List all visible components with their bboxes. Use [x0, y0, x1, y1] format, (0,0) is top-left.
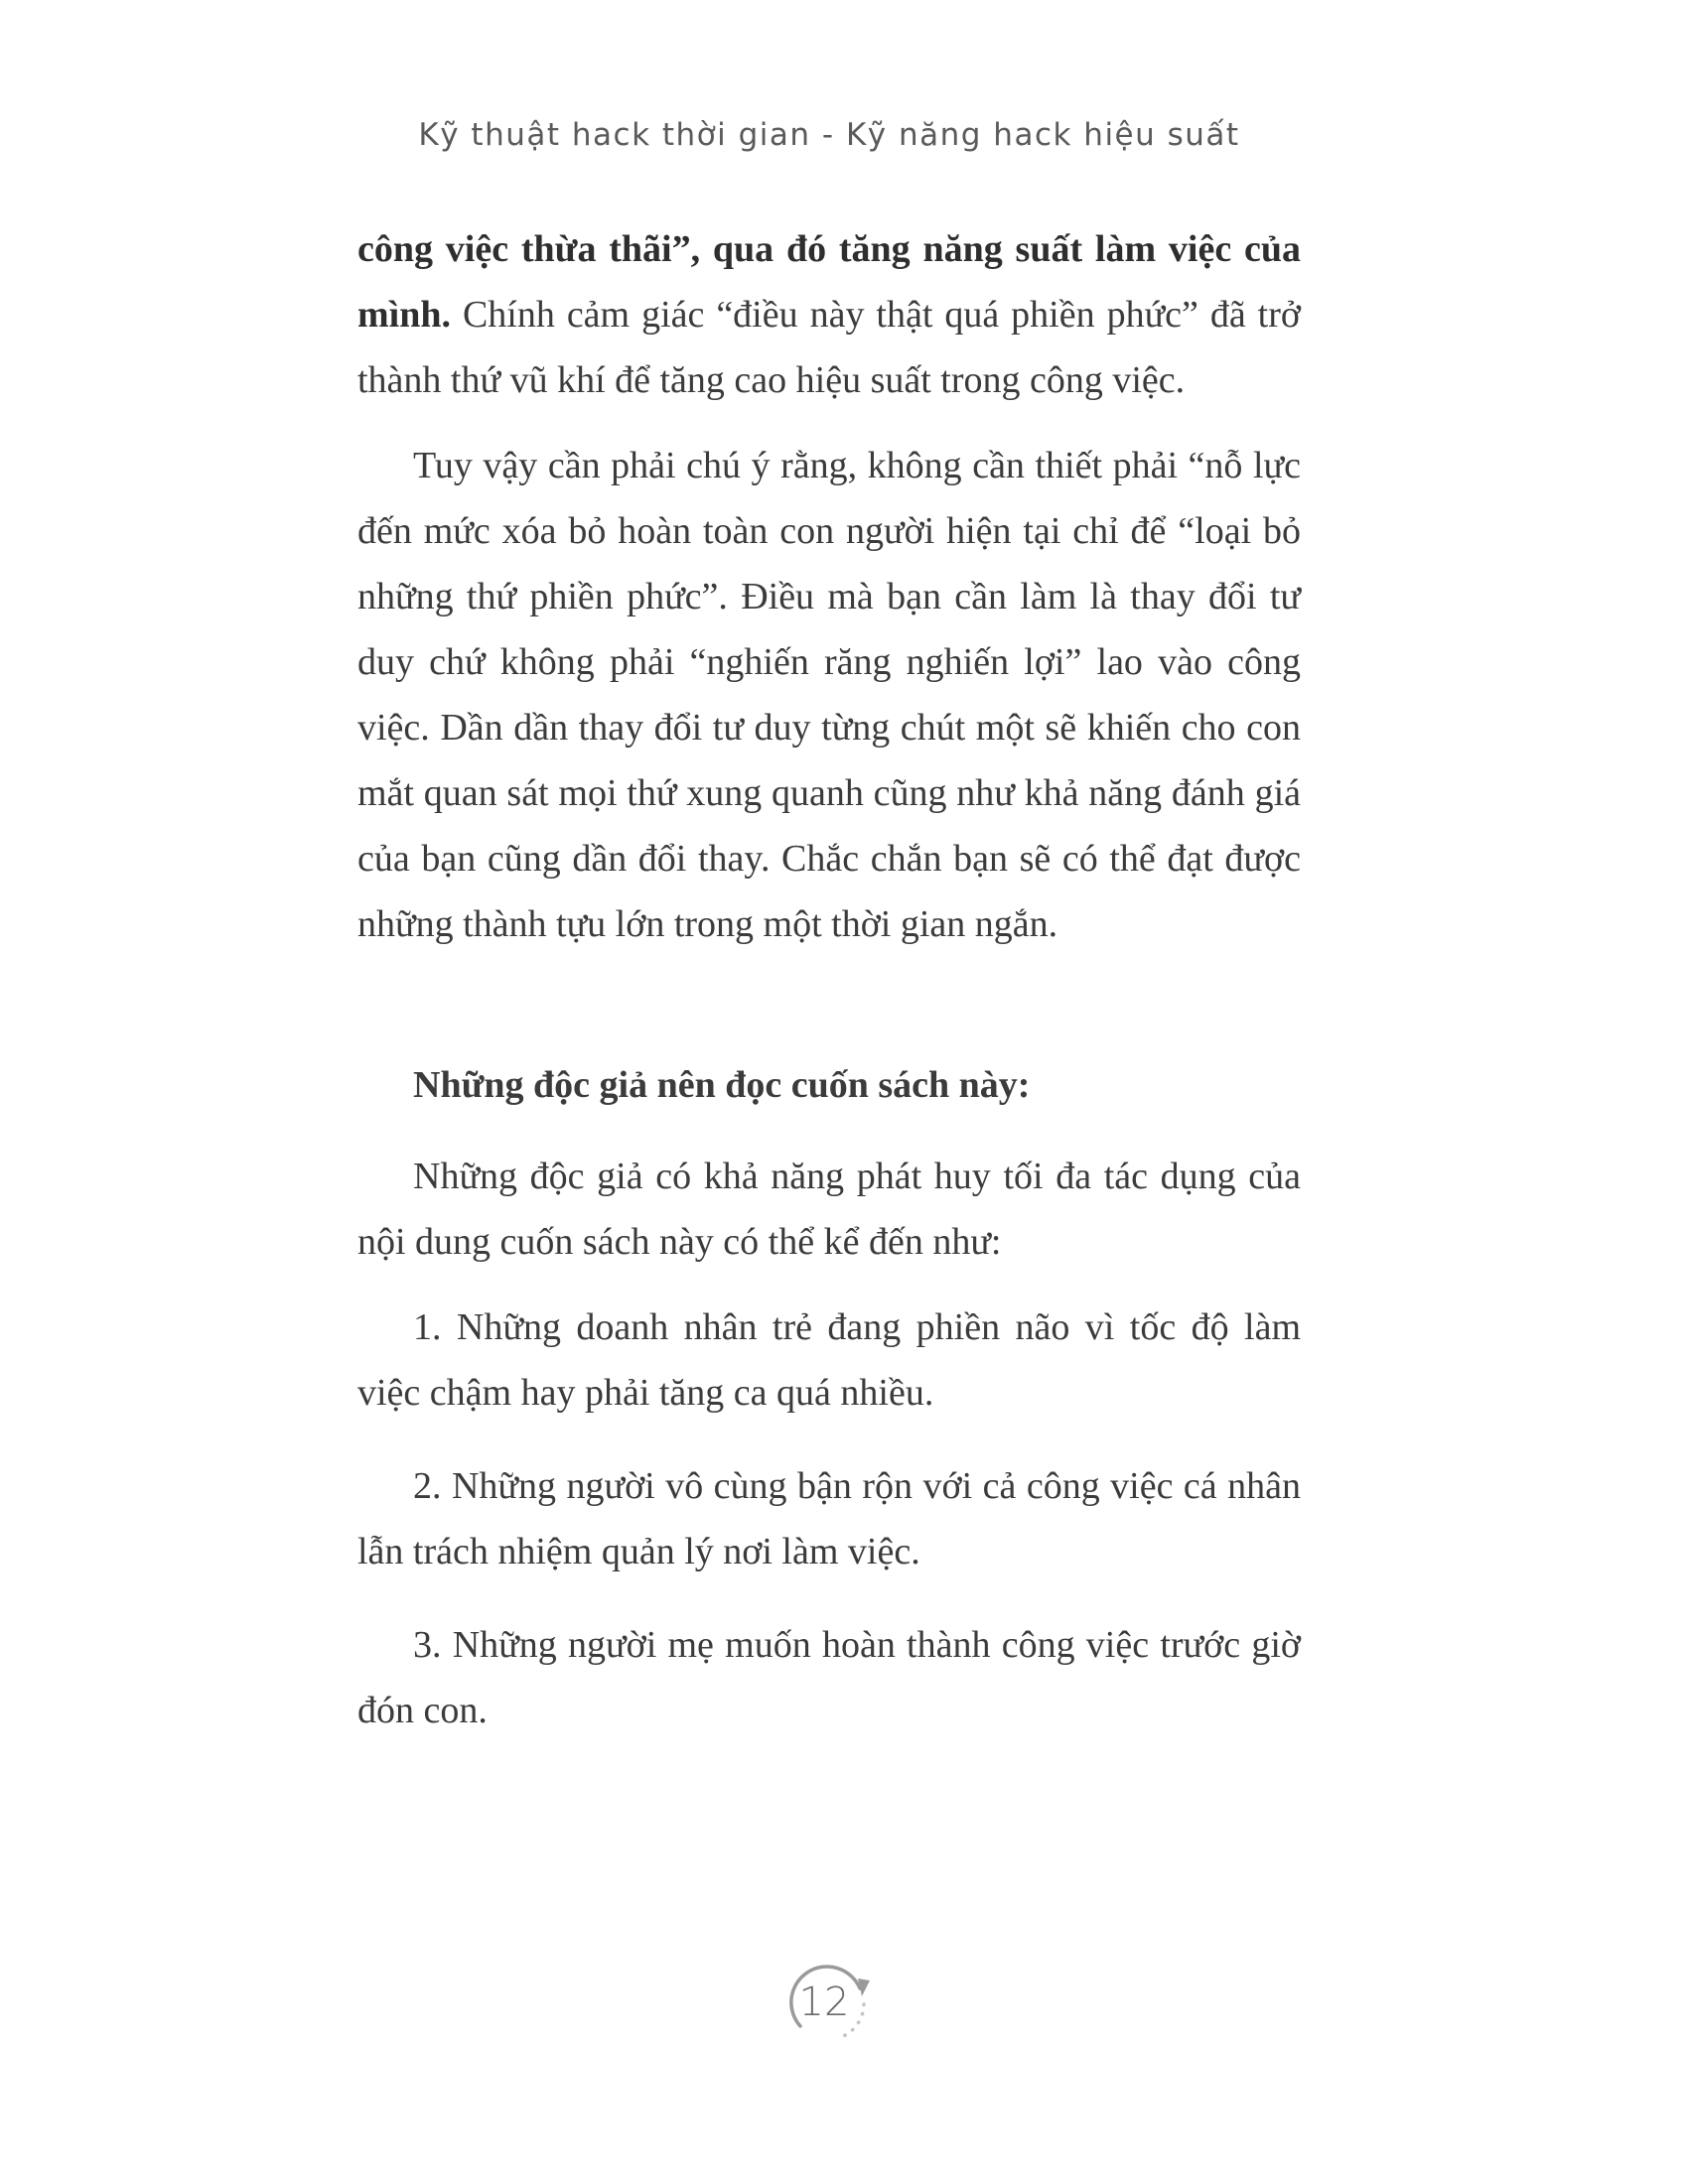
- running-header: Kỹ thuật hack thời gian - Kỹ năng hack hiệu suất: [418, 117, 1240, 153]
- paragraph-bold-lead: công việc thừa thãi”, qua đó tăng năng suất làm việc của mình.: [357, 228, 1301, 336]
- paragraph-rest: Chính cảm giác “điều này thật quá phiền phức” đã trở thành thứ vũ khí để tăng cao hiệu suất trong công việc.: [357, 294, 1301, 401]
- paragraph-advice: Tuy vậy cần phải chú ý rằng, không cần thiết phải “nỗ lực đến mức xóa bỏ hoàn toàn con người hiện tại chỉ để “loại bỏ những thứ phiền phức”. Điều mà bạn cần làm là thay đổi tư duy chứ không phải “nghiến răng nghiến lợi” lao vào công việc. Dần dần thay đổi tư duy từng chút một sẽ khiến cho con mắt quan sát mọi thứ xung quanh cũng như khả năng đánh giá của bạn cũng dần đổi thay. Chắc chắn bạn sẽ có thể đạt được những thành tựu lớn trong một thời gian ngắn.: [357, 445, 1301, 945]
- paragraph-readers-intro: Những độc giả có khả năng phát huy tối đa tác dụng của nội dung cuốn sách này có thể kể đến như:: [357, 1156, 1301, 1263]
- page-content: [357, 216, 1301, 1771]
- list-item-2: 2. Những người vô cùng bận rộn với cả công việc cá nhân lẫn trách nhiệm quản lý nơi làm việc.: [357, 1465, 1301, 1572]
- list-item-3: 3. Những người mẹ muốn hoàn thành công việc trước giờ đón con.: [357, 1624, 1301, 1731]
- page-footer: [357, 1951, 1301, 2060]
- list-item-1: 1. Những doanh nhân trẻ đang phiền não vì tốc độ làm việc chậm hay phải tăng ca quá nhiều.: [357, 1306, 1301, 1414]
- paragraph-continued: [357, 216, 1301, 413]
- section-heading: Những độc giả nên đọc cuốn sách này:: [413, 1064, 1031, 1106]
- page-number: 12: [798, 1979, 850, 2025]
- page-number-badge: [774, 1951, 884, 2060]
